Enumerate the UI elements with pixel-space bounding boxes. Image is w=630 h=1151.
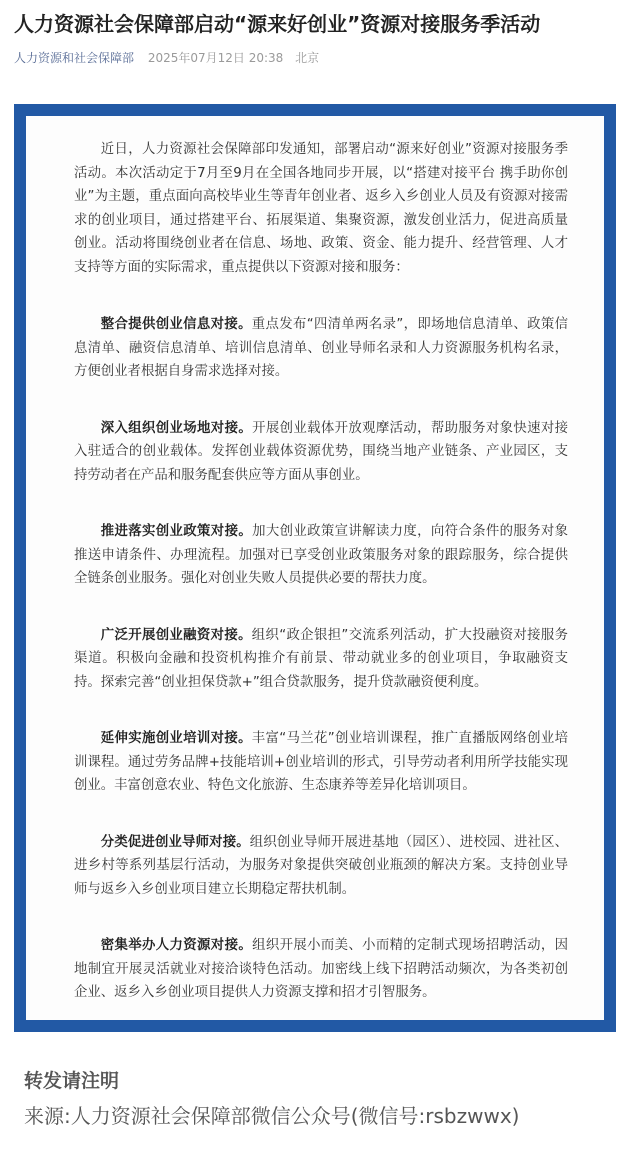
item-text: 重点发布“四清单两名录”，即场地信息清单、政策信息清单、融资信息清单、培训信息清单、创业导师名录和人力资源服务机构名录，方便创业者根据自身需求选择对接。	[74, 317, 569, 379]
item-hr-docking	[74, 934, 568, 1005]
item-info-docking	[74, 313, 568, 384]
publish-time: 2025年07月12日 20:38	[147, 51, 284, 65]
article-body	[74, 138, 568, 1038]
article-title: 人力资源社会保障部启动“源来好创业”资源对接服务季活动	[14, 12, 541, 36]
item-text: 加大创业政策宣讲解读力度，向符合条件的服务对象推送申请条件、办理流程。加强对已享受创业政策服务对象的跟踪服务，综合提供全链条创业服务。强化对创业失败人员提供必要的帮扶力度。	[74, 524, 569, 586]
item-training-docking	[74, 727, 568, 798]
item-venue-docking	[74, 417, 568, 488]
publish-location: 北京	[295, 51, 320, 65]
article-meta	[14, 50, 319, 66]
account-name-link[interactable]: 人力资源和社会保障部	[14, 51, 135, 65]
repost-notice: 转发请注明	[24, 1070, 120, 1092]
item-heading: 广泛开展创业融资对接。	[100, 627, 252, 643]
article-content-frame	[14, 104, 616, 1032]
item-heading: 密集举办人力资源对接。	[100, 938, 253, 953]
item-text: 组织“政企银担”交流系列活动，扩大投融资对接服务渠道。积极向金融和投资机构推介有前景、带动就业多的创业项目，争取融资支持。探索完善“创业担保贷款+”组合贷款服务，提升贷款融资便利度。	[74, 627, 569, 690]
item-heading: 深入组织创业场地对接。	[100, 420, 253, 436]
item-mentor-docking	[74, 831, 568, 902]
item-text: 开展创业载体开放观摩活动，帮助服务对象快速对接入驻适合的创业载体。发挥创业载体资源优势，围绕当地产业链条、产业园区，支持劳动者在产品和服务配套供应等方面从事创业。	[74, 420, 569, 483]
item-text: 组织开展小而美、小而精的定制式现场招聘活动，因地制宜开展灵活就业对接洽谈特色活动。加密线上线下招聘活动频次，为各类初创企业、返乡入乡创业项目提供人力资源支撑和招才引智服务。	[74, 938, 569, 1000]
item-heading: 推进落实创业政策对接。	[100, 524, 253, 539]
item-heading: 整合提供创业信息对接。	[100, 317, 252, 332]
intro-paragraph: 近日，人力资源社会保障部印发通知，部署启动“源来好创业”资源对接服务季活动。本次活动定于7月至9月在全国各地同步开展，以“搭建对接平台 携手助你创业”为主题，重点面向高校毕业生等青年创业者、返乡入乡创业人员及有资源对接需求的创业项目，通过搭建平台、拓展渠道、集聚资源，激发创业活力，促进高质量创业。活动将围绕创业者在信息、场地、政策、资金、能力提升、经营管理、人才支持等方面的实际需求，重点提供以下资源对接和服务：	[74, 142, 568, 275]
item-financing-docking	[74, 624, 568, 695]
source-attribution: 来源:人力资源社会保障部微信公众号(微信号:rsbzwwx)	[24, 1104, 520, 1128]
item-heading: 分类促进创业导师对接。	[100, 834, 250, 850]
item-text: 丰富“马兰花”创业培训课程，推广直播版网络创业培训课程。通过劳务品牌+技能培训+创业培训的形式，引导劳动者利用所学技能实现创业。丰富创意农业、特色文化旅游、生态康养等差异化培训项目。	[74, 731, 569, 793]
item-policy-docking	[74, 520, 568, 591]
item-heading: 延伸实施创业培训对接。	[100, 731, 252, 746]
item-text: 组织创业导师开展进基地（园区）、进校园、进社区、进乡村等系列基层行活动，为服务对象提供突破创业瓶颈的解决方案。支持创业导师与返乡入乡创业项目建立长期稳定帮扶机制。	[74, 834, 569, 897]
